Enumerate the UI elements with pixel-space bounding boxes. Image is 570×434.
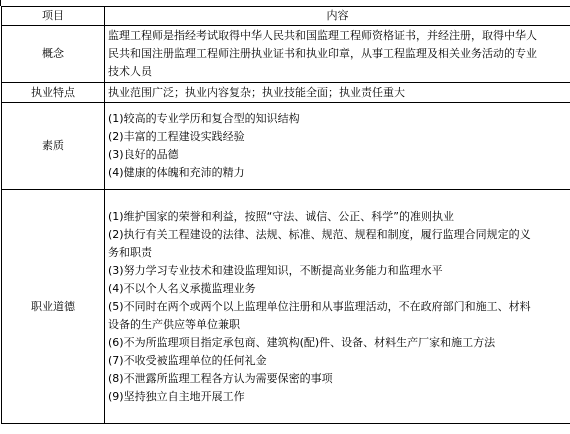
table-row-concept bbox=[2, 26, 570, 83]
content-line: 务和职责 bbox=[108, 245, 152, 259]
header-item: 项目 bbox=[2, 7, 105, 26]
content-line: 设备的生产供应等单位兼职 bbox=[108, 317, 240, 331]
info-table bbox=[1, 6, 570, 424]
content-line: (4)健康的体魄和充沛的精力 bbox=[108, 166, 245, 179]
row-content-concept bbox=[105, 26, 570, 83]
content-line: (7)不收受被监理单位的任何礼金 bbox=[108, 353, 267, 367]
row-content-practice-features bbox=[105, 83, 570, 103]
content-line: (5)不同时在两个或两个以上监理单位注册和从事监理活动，不在政府部门和施工、材料 bbox=[108, 299, 531, 313]
content-line: 执业范围广泛；执业内容复杂；执业技能全面；执业责任重大 bbox=[108, 85, 405, 99]
row-item-practice-features: 执业特点 bbox=[2, 83, 105, 103]
content-line: (6)不为所监理项目指定承包商、建筑构(配)件、设备、材料生产厂家和施工方法 bbox=[108, 335, 496, 349]
content-line: 监理工程师是指经考试取得中华人民共和国监理工程师资格证书，并经注册，取得中华人 bbox=[108, 29, 537, 42]
table-row-quality bbox=[2, 103, 570, 190]
row-item-concept: 概念 bbox=[2, 26, 105, 83]
content-line: 民共和国注册监理工程师注册执业证书和执业印章，从事工程监理及相关业务活动的专业 bbox=[108, 47, 537, 60]
content-line: (1)维护国家的荣誉和利益，按照“守法、诚信、公正、科学”的准则执业 bbox=[108, 209, 454, 223]
content-line: 技术人员 bbox=[108, 65, 152, 78]
content-line: (9)坚持独立自主地开展工作 bbox=[108, 389, 245, 403]
table-row-ethics bbox=[2, 190, 570, 424]
content-line: (2)丰富的工程建设实践经验 bbox=[108, 130, 245, 143]
row-item-ethics: 职业道德 bbox=[2, 190, 105, 424]
content-line: (1)较高的专业学历和复合型的知识结构 bbox=[108, 112, 300, 125]
content-line: (3)努力学习专业技术和建设监理知识，不断提高业务能力和监理水平 bbox=[108, 263, 443, 277]
table-header-row bbox=[2, 7, 570, 26]
table-row-practice-features bbox=[2, 83, 570, 103]
row-content-ethics bbox=[105, 190, 570, 424]
header-content: 内容 bbox=[105, 7, 570, 26]
row-item-quality: 素质 bbox=[2, 103, 105, 190]
content-line: (2)执行有关工程建设的法律、法规、标准、规范、规程和制度，履行监理合同规定的义 bbox=[108, 227, 531, 241]
content-line: (3)良好的品德 bbox=[108, 148, 179, 161]
row-content-quality bbox=[105, 103, 570, 190]
content-line: (8)不泄露所监理工程各方认为需要保密的事项 bbox=[108, 371, 333, 385]
content-line: (4)不以个人名义承揽监理业务 bbox=[108, 281, 256, 295]
